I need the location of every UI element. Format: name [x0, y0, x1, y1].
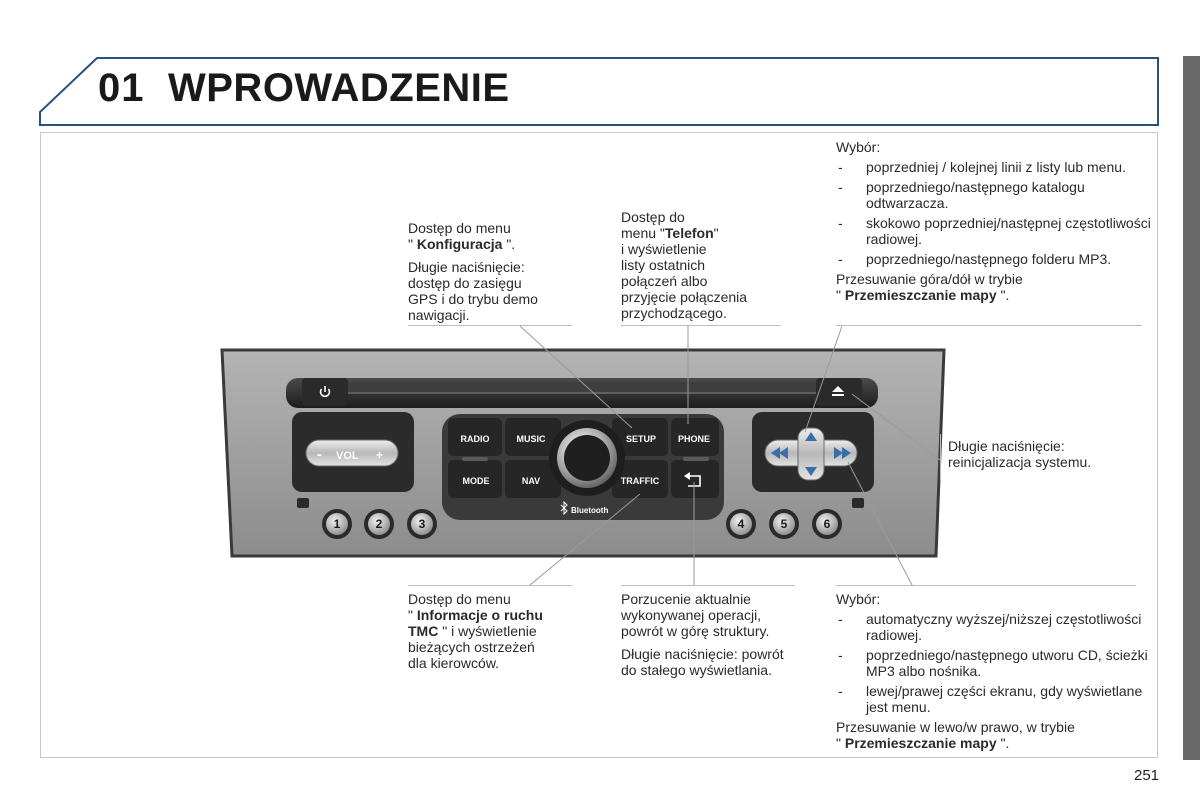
select-top-item: - poprzedniego/następnego folderu MP3.: [836, 251, 1154, 267]
setup-bold: Konfiguracja: [416, 236, 503, 252]
vol-plus-label: +: [376, 448, 384, 462]
select-top-item: - poprzedniej / kolejnej linii z listy lub menu.: [836, 159, 1154, 175]
eject-rule: [940, 434, 941, 480]
music-button-label: MUSIC: [516, 434, 546, 444]
cd-slot: [345, 382, 825, 392]
bluetooth-label: Bluetooth: [571, 506, 609, 515]
preset-label-6: 6: [823, 517, 831, 531]
phone-rule: [621, 325, 781, 326]
mode-button-label: MODE: [462, 476, 490, 486]
select-top-rule: [836, 325, 1142, 326]
preset-label-5: 5: [780, 517, 788, 531]
preset-label-1: 1: [333, 517, 341, 531]
select-bottom-heading: Wybór:: [836, 591, 881, 607]
phone-bold: Telefon: [664, 225, 714, 241]
callout-eject: Długie naciśnięcie: reinicjalizacja systemu.: [948, 438, 1092, 470]
setup-button-label: SETUP: [625, 434, 657, 444]
back-button[interactable]: [671, 460, 719, 498]
callout-traffic: Dostęp do menu " Informacje o ruchu TMC " i wyświetlenie bieżących ostrzeżeń dla kierowców.: [408, 591, 543, 671]
traffic-rule: [408, 585, 572, 586]
callout-select-top: Wybór: - poprzedniej / kolejnej linii z listy lub menu. - poprzedniego/następnego katalogu odtwarzacza. - skokowo poprzedniej/następnej częstotliwości radiowej. - poprzedniego/następnego folderu MP3. Przesuwanie góra/dół w trybie " Przemieszczanie mapy ".: [836, 139, 1154, 310]
traffic-button-label: TRAFFIC: [620, 476, 660, 486]
callout-phone: Dostęp do menu "Telefon" i wyświetlenie listy ostatnich połączeń albo przyjęcie połączenia przychodzącego.: [621, 209, 748, 321]
select-bottom-bold: Przemieszczanie mapy: [844, 735, 997, 751]
setup-line1: Dostęp do menu: [408, 220, 511, 236]
callout-setup: Dostęp do menu " Konfiguracja ". Długie naciśnięcie: dostęp do zasięgu GPS i do trybu demo nawigacji.: [408, 220, 538, 323]
select-bottom-item: - automatyczny wyższej/niższej częstotliwości radiowej.: [836, 611, 1154, 643]
chapter-title: WPROWADZENIE: [168, 66, 510, 110]
callout-select-bottom: Wybór: - automatyczny wyższej/niższej częstotliwości radiowej. - poprzedniego/następnego utworu CD, ścieżki MP3 albo nośnika. - lewej/prawej części ekranu, gdy wyświetlane jest menu. Przesuwanie w lewo/w prawo, w trybie " Przemieszczanie mapy ".: [836, 591, 1154, 758]
power-button[interactable]: [302, 378, 348, 406]
vol-label: VOL: [336, 450, 359, 462]
select-bottom-rule: [836, 585, 1136, 586]
select-bottom-item: - poprzedniego/następnego utworu CD, ścieżki MP3 albo nośnika.: [836, 647, 1154, 679]
page-number: 251: [1134, 767, 1160, 784]
nav-button-label: NAV: [521, 476, 541, 486]
preset-label-2: 2: [375, 517, 383, 531]
select-top-bold: Przemieszczanie mapy: [844, 287, 997, 303]
phone-button-label: PHONE: [677, 434, 711, 444]
back-rule: [621, 585, 795, 586]
chapter-number: 01: [98, 66, 145, 110]
preset-label-3: 3: [418, 517, 426, 531]
select-top-heading: Wybór:: [836, 139, 881, 155]
select-top-item: - poprzedniego/następnego katalogu odtwarzacza.: [836, 179, 1154, 211]
select-top-item: - skokowo poprzedniej/następnej częstotliwości radiowej.: [836, 215, 1154, 247]
setup-rule: [408, 325, 572, 326]
select-bottom-item: - lewej/prawej części ekranu, gdy wyświetlane jest menu.: [836, 683, 1154, 715]
radio-button-label: RADIO: [460, 434, 490, 444]
vol-minus-label: -: [317, 446, 322, 463]
traffic-bold: Informacje o ruchu: [416, 607, 543, 623]
preset-label-4: 4: [737, 517, 745, 531]
callout-back: Porzucenie aktualnie wykonywanej operacji, powrót w górę struktury. Długie naciśnięcie: powrót do stałego wyświetlania.: [621, 591, 784, 678]
